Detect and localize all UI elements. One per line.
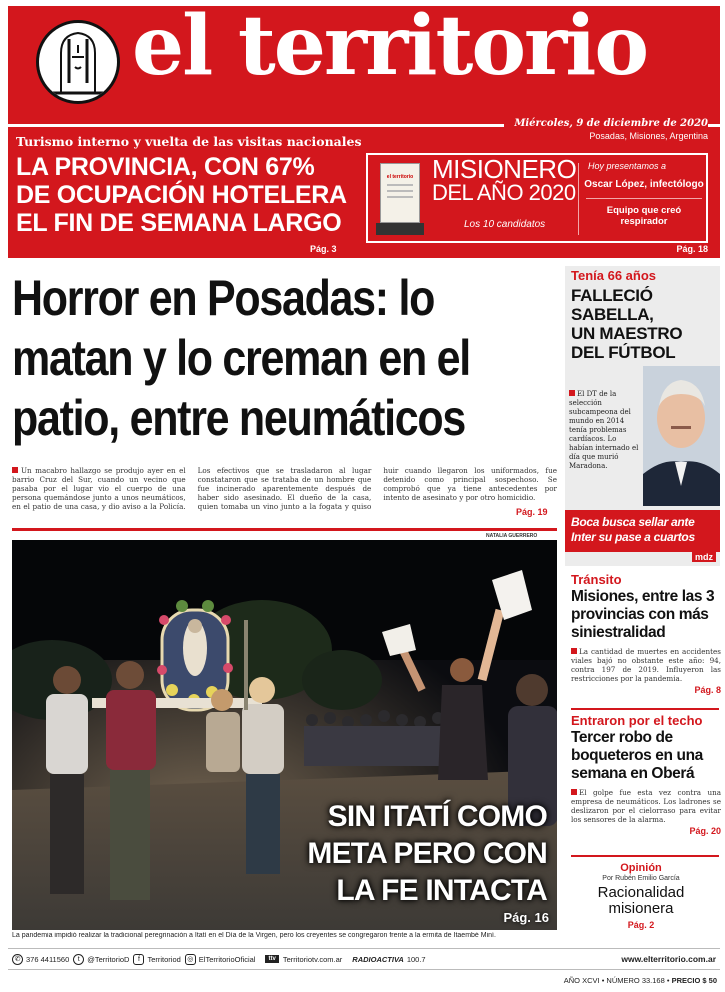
opinion-author: Por Rubén Emilio García	[602, 875, 680, 882]
footer-bar	[8, 948, 720, 970]
opinion-title-line: Racionalidad	[597, 884, 685, 901]
sidebar-rule	[571, 855, 719, 857]
bullet-square	[12, 467, 18, 473]
date-text: Miércoles, 9 de diciembre de 2020	[514, 118, 708, 129]
radio-frequency: 100.7	[406, 954, 426, 964]
misionero-title-line2: DEL AÑO 2020	[432, 180, 576, 205]
headline-line: META PERO CON	[307, 837, 547, 870]
transito-text-body: La cantidad de muertes en accidentes viales bajó no obstante este año: 94, contra 197 de 2019. Influyeron las restricciones por la pandemia.	[571, 647, 721, 683]
sabella-text-body: El DT de la selección subcampeona del mundo en 2014 tenía problemas cardíacos. Lo habían internado el día que murió Maradona.	[569, 390, 639, 470]
opinion-column[interactable]	[571, 862, 711, 930]
instagram-handle[interactable]: ElTerritorioOficial	[198, 954, 256, 964]
opinion-title-line: misionera	[608, 900, 674, 917]
nominee-1[interactable]: Oscar López, infectólogo	[584, 179, 704, 190]
facebook-handle[interactable]: Territoriod	[147, 954, 181, 964]
tv-site[interactable]: Territoriotv.com.ar	[282, 954, 343, 964]
sidebar-rule	[571, 708, 719, 710]
twitter-handle[interactable]: @TerritorioD	[87, 954, 130, 964]
robo-headline: Tercer robo de boqueteros en una semana en Oberá	[571, 729, 703, 782]
headline-line: LA PROVINCIA, CON 67%	[16, 153, 315, 181]
misionero-del-ano-box[interactable]	[366, 153, 708, 243]
issue-info	[564, 976, 717, 985]
robo-kicker: Entraron por el techo	[571, 713, 703, 728]
headline-line: EL FIN DE SEMANA LARGO	[16, 209, 342, 237]
location-text: Posadas, Misiones, Argentina	[589, 131, 708, 141]
photo-credit: NATALIA GUERRERO	[486, 533, 538, 539]
mdz-tag: mdz	[692, 552, 716, 562]
headline-line: DEL FÚTBOL	[571, 343, 676, 362]
sabella-text	[569, 390, 641, 471]
transito-headline: Misiones, entre las 3 provincias con más siniestralidad	[571, 588, 715, 641]
instagram-icon: ◎	[185, 954, 196, 965]
robo-text-body: El golpe fue esta vez contra una empresa de neumáticos. Los ladrones se deslizaron por el cielorraso para evitar los sensores de la alarma.	[571, 788, 721, 824]
plaque-title: el territorio	[386, 174, 414, 180]
procession-photo[interactable]	[12, 540, 557, 930]
phone-number[interactable]: 376 4411560	[26, 954, 70, 964]
newspaper-logo[interactable]	[36, 20, 120, 104]
robo-page[interactable]: Pág. 20	[689, 826, 721, 836]
sabella-story[interactable]	[565, 266, 720, 566]
transito-kicker: Tránsito	[571, 572, 622, 587]
main-story-body	[12, 466, 557, 516]
transito-text	[571, 647, 721, 683]
sabella-portrait	[643, 366, 720, 506]
bullet-square	[571, 789, 577, 795]
headline-line: matan y lo creman en el	[12, 330, 470, 386]
misionero-subtitle: Los 10 candidatos	[464, 219, 546, 230]
boca-promo[interactable]: Boca busca sellar ante Inter su pase a cuartos	[565, 510, 720, 552]
trophy-icon	[376, 163, 424, 235]
misionero-title-line1: MISIONERO	[432, 154, 577, 184]
photo-headline[interactable]	[307, 798, 547, 909]
top-story-kicker: Turismo interno y vuelta de las visitas nacionales	[16, 134, 362, 149]
bullet-square	[571, 648, 577, 654]
headline-line: FALLECIÓ	[571, 286, 653, 305]
transito-page[interactable]: Pág. 8	[694, 685, 721, 695]
masthead	[8, 0, 720, 258]
misionero-nominees	[582, 161, 706, 227]
misionero-title	[432, 154, 577, 205]
headline-line: SABELLA,	[571, 305, 654, 324]
main-story-text: Un macabro hallazgo se produjo ayer en el barrio Cruz del Sur, cuando un vecino que pasaba por el lugar vio el cuerpo de una persona quemándose junto a unos neumáticos, en el patio de una casa, y dio aviso a la Policía. Los efectivos que se trasladaron al lugar constataron que se trataba de un hombre que fue incinerado aparentemente después de haber sido asesinado. El dueño de la casa, quien tomaba un vino junto a la fogata y quiso huir cuando llegaron los uniformados, fue detenido como principal sospechoso. Se comprobó que ya tiene antecedentes por intento de asesinato y por otro homicidio.	[12, 466, 557, 511]
opinion-kicker: Opinión	[620, 862, 662, 874]
whatsapp-icon: ✆	[12, 954, 23, 965]
robo-text	[571, 788, 721, 824]
headline-line: Horror en Posadas: lo	[12, 270, 435, 326]
edition-date	[504, 116, 708, 141]
bullet-square	[569, 390, 575, 396]
headline-line: DE OCUPACIÓN HOTELERA	[16, 181, 347, 209]
opinion-page[interactable]: Pág. 2	[627, 920, 655, 930]
brand-name: el territorio	[132, 0, 648, 94]
section-rule	[12, 528, 557, 531]
top-story-page[interactable]: Pág. 3	[310, 244, 337, 254]
sabella-kicker: Tenía 66 años	[571, 268, 657, 283]
main-story-page[interactable]: Pág. 19	[516, 507, 548, 517]
facebook-icon: f	[133, 954, 144, 965]
headline-line: LA FE INTACTA	[336, 874, 547, 907]
radio-name[interactable]: RADIOACTIVA	[352, 954, 404, 964]
presenting-label: Hoy presentamos a	[588, 161, 667, 171]
photo-caption: La pandemia impidió realizar la tradicional peregrinación a Itatí en el Día de la Virgen, pero los creyentes se congregaron frente a la ermita de Itaembé Miní.	[12, 932, 496, 939]
divider	[578, 163, 579, 235]
twitter-icon: t	[73, 954, 84, 965]
headline-line: UN MAESTRO	[571, 324, 683, 343]
headline-line: patio, entre neumáticos	[12, 390, 465, 446]
nominee-2[interactable]: Equipo que creó respirador	[606, 205, 682, 227]
headline-line: SIN ITATÍ COMO	[327, 800, 547, 833]
issue-number: AÑO XCVI • NÚMERO 33.168 •	[563, 976, 670, 985]
website-link[interactable]: www.elterritorio.com.ar	[621, 954, 716, 964]
ttv-logo: ttv	[265, 955, 278, 963]
misionero-page[interactable]: Pág. 18	[676, 244, 708, 254]
main-headline[interactable]	[12, 268, 562, 448]
top-story-headline[interactable]	[16, 153, 347, 237]
opinion-title	[571, 885, 711, 917]
sabella-headline	[571, 286, 682, 362]
photo-story-page[interactable]: Pág. 16	[503, 910, 549, 925]
price: PRECIO $ 50	[671, 976, 717, 985]
transito-story[interactable]	[571, 572, 721, 695]
robo-story[interactable]	[571, 713, 721, 836]
